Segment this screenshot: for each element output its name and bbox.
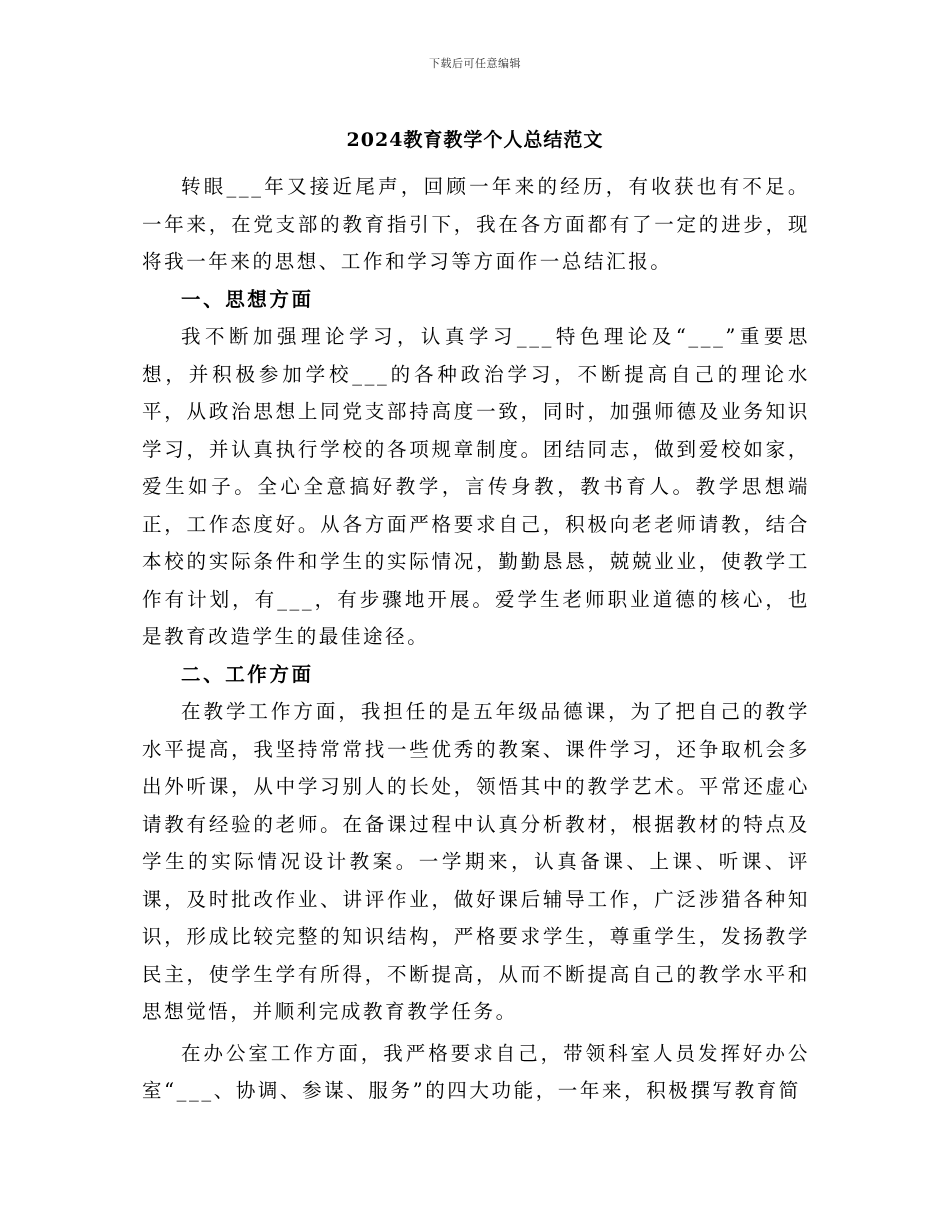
document-title: 2024教育教学个人总结范文 <box>346 129 604 151</box>
section-heading-thought: 一、思想方面 <box>181 287 314 311</box>
watermark-header: 下载后可任意编辑 <box>429 57 521 70</box>
office-work-paragraph: 在办公室工作方面，我严格要求自己，带领科室人员发挥好办公室“___、协调、参谋、服务”的四大功能，一年来，积极撰写教育简 <box>142 1041 810 1102</box>
teaching-work-paragraph: 在教学工作方面，我担任的是五年级品德课，为了把自己的教学水平提高，我坚持常常找一些优秀的教案、课件学习，还争取机会多出外听课，从中学习别人的长处，领悟其中的教学艺术。平常还虚心请教有经验的老师。在备课过程中认真分析教材，根据教材的特点及学生的实际情况设计教案。一学期来，认真备课、上课、听课、评课，及时批改作业、讲评作业，做好课后辅导工作，广泛涉猎各种知识，形成比较完整的知识结构，严格要求学生，尊重学生，发扬教学民主，使学生学有所得，不断提高，从而不断提高自己的教学水平和思想觉悟，并顺利完成教育教学任务。 <box>142 700 810 1023</box>
thought-paragraph: 我不断加强理论学习，认真学习___特色理论及“___”重要思想，并积极参加学校___的各种政治学习，不断提高自己的理论水平，从政治思想上同党支部持高度一致，同时，加强师德及业务知识学习，并认真执行学校的各项规章制度。团结同志，做到爱校如家，爱生如子。全心全意搞好教学，言传身教，教书育人。教学思想端正，工作态度好。从各方面严格要求自己，积极向老老师请教，结合本校的实际条件和学生的实际情况，勤勤恳恳，兢兢业业，使教学工作有计划，有___，有步骤地开展。爱学生老师职业道德的核心，也是教育改造学生的最佳途径。 <box>142 325 810 648</box>
section-heading-work: 二、工作方面 <box>181 662 314 686</box>
intro-paragraph: 转眼___年又接近尾声，回顾一年来的经历，有收获也有不足。一年来，在党支部的教育指引下，我在各方面都有了一定的进步，现将我一年来的思想、工作和学习等方面作一总结汇报。 <box>142 175 810 273</box>
document-body <box>142 168 810 1110</box>
